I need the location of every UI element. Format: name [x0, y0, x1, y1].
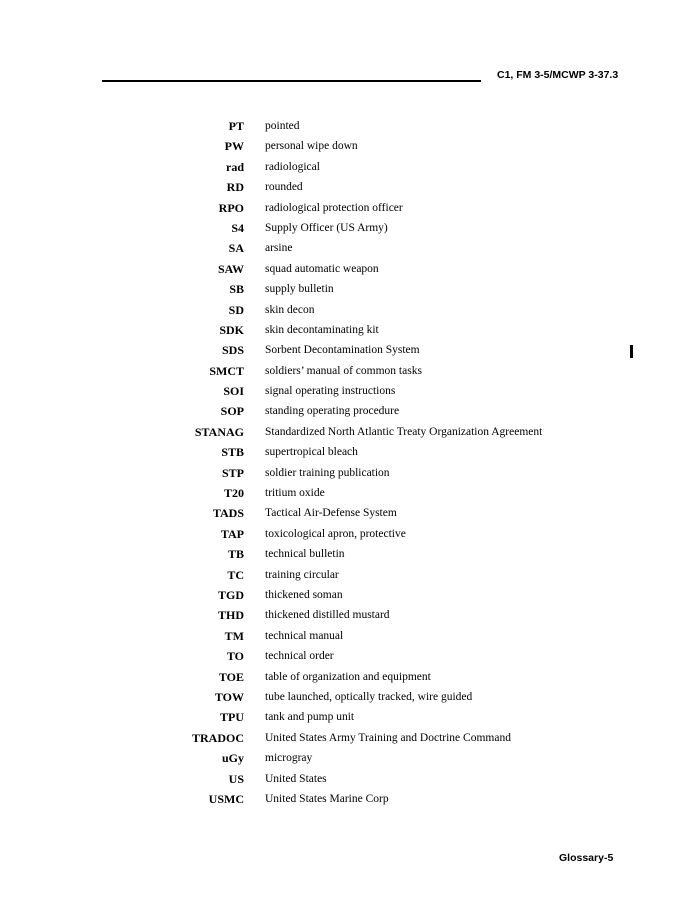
- glossary-abbreviation: SAW: [217, 261, 244, 276]
- glossary-entry: [0, 442, 693, 462]
- glossary-definition: technical manual: [265, 629, 344, 642]
- glossary-entry: [0, 361, 693, 381]
- glossary-abbreviation: TOW: [214, 689, 244, 704]
- glossary-abbreviation: TM: [224, 628, 244, 643]
- glossary-abbreviation: TGD: [217, 587, 244, 602]
- glossary-entry: [0, 259, 693, 279]
- glossary-abbreviation: SMCT: [209, 363, 244, 378]
- glossary-definition: microgray: [265, 752, 313, 765]
- glossary-definition: technical bulletin: [265, 548, 345, 561]
- glossary-entry: [0, 667, 693, 687]
- glossary-abbreviation: TC: [227, 567, 244, 582]
- glossary-definition: supertropical bleach: [265, 446, 358, 459]
- glossary-abbreviation: TOE: [218, 669, 244, 684]
- glossary-definition: United States: [265, 772, 327, 785]
- glossary-entry: [0, 687, 693, 707]
- glossary-abbreviation: TADS: [212, 506, 244, 521]
- glossary-definition: thickened distilled mustard: [265, 609, 390, 622]
- glossary-definition: personal wipe down: [265, 140, 358, 153]
- glossary-entry: [0, 748, 693, 768]
- glossary-entry: [0, 544, 693, 564]
- header-rule: [102, 80, 481, 82]
- glossary-entry: [0, 157, 693, 177]
- glossary-abbreviation: SOP: [220, 404, 244, 419]
- glossary-definition: pointed: [265, 120, 300, 132]
- glossary-definition: toxicological apron, protective: [265, 527, 406, 540]
- glossary-entry: [0, 483, 693, 503]
- glossary-definition: Supply Officer (US Army): [265, 221, 388, 234]
- glossary-abbreviation: STANAG: [194, 424, 244, 439]
- glossary-entry: [0, 503, 693, 523]
- glossary-definition: arsine: [265, 242, 293, 255]
- glossary-abbreviation: SD: [228, 302, 244, 317]
- glossary-definition: skin decon: [265, 303, 315, 316]
- glossary-definition: signal operating instructions: [265, 385, 396, 398]
- page-label: Glossary-5: [559, 852, 614, 864]
- glossary-definition: training circular: [265, 568, 339, 581]
- glossary-definition: tank and pump unit: [265, 711, 355, 724]
- glossary-entry: [0, 605, 693, 625]
- glossary-entry: [0, 769, 693, 789]
- glossary-entry: [0, 116, 693, 136]
- glossary-entry: [0, 218, 693, 238]
- glossary-abbreviation: T20: [223, 486, 244, 501]
- glossary-entry: [0, 626, 693, 646]
- glossary-definition: United States Marine Corp: [265, 792, 389, 805]
- glossary-abbreviation: TPU: [220, 710, 244, 725]
- glossary-definition: tube launched, optically tracked, wire guided: [265, 690, 473, 703]
- glossary-abbreviation: PT: [228, 119, 244, 133]
- glossary-definition: tritium oxide: [265, 487, 325, 500]
- glossary-abbreviation: STB: [221, 445, 244, 460]
- glossary-abbreviation: TB: [227, 547, 244, 562]
- glossary-abbreviation: PW: [224, 139, 244, 154]
- change-bar: [630, 345, 633, 358]
- glossary-entry: [0, 422, 693, 442]
- glossary-abbreviation: TRADOC: [191, 730, 244, 745]
- glossary-entry: [0, 198, 693, 218]
- glossary-definition: radiological: [265, 160, 320, 173]
- glossary-definition: squad automatic weapon: [265, 262, 379, 275]
- glossary-definition: soldiers’ manual of common tasks: [265, 364, 422, 377]
- glossary-entry: [0, 565, 693, 585]
- glossary-definition: rounded: [265, 181, 303, 194]
- glossary-definition: supply bulletin: [265, 283, 334, 296]
- glossary-abbreviation: S4: [231, 220, 244, 235]
- glossary-abbreviation: USMC: [208, 791, 244, 806]
- glossary-definition: skin decontaminating kit: [265, 323, 379, 336]
- glossary-entry: [0, 300, 693, 320]
- glossary-entry: [0, 585, 693, 605]
- glossary-definition: radiological protection officer: [265, 201, 403, 214]
- glossary-definition: technical order: [265, 650, 334, 663]
- glossary-abbreviation: uGy: [221, 751, 244, 766]
- glossary-abbreviation: rad: [226, 159, 244, 174]
- document-id: C1, FM 3-5/MCWP 3-37.3: [497, 69, 619, 81]
- glossary-definition: thickened soman: [265, 588, 343, 601]
- glossary-entry: [0, 136, 693, 156]
- glossary-abbreviation: STP: [221, 465, 244, 480]
- glossary-entry: [0, 340, 693, 360]
- glossary-definition: soldier training publication: [265, 466, 390, 479]
- glossary-abbreviation: SB: [229, 282, 244, 297]
- glossary-list: [0, 116, 693, 809]
- glossary-abbreviation: SDS: [221, 343, 244, 358]
- glossary-definition: Sorbent Decontamination System: [265, 344, 420, 357]
- glossary-entry: [0, 524, 693, 544]
- glossary-entry: [0, 463, 693, 483]
- glossary-entry: [0, 279, 693, 299]
- glossary-definition: standing operating procedure: [265, 405, 400, 418]
- glossary-entry: [0, 707, 693, 727]
- glossary-abbreviation: RPO: [218, 200, 244, 215]
- glossary-definition: table of organization and equipment: [265, 670, 431, 683]
- glossary-entry: [0, 238, 693, 258]
- glossary-entry: [0, 646, 693, 666]
- glossary-entry: [0, 381, 693, 401]
- glossary-abbreviation: SOI: [223, 384, 244, 399]
- glossary-abbreviation: SDK: [219, 322, 244, 337]
- glossary-abbreviation: RD: [226, 180, 244, 195]
- glossary-abbreviation: THD: [217, 608, 244, 623]
- glossary-abbreviation: TO: [226, 649, 244, 664]
- glossary-abbreviation: US: [228, 771, 244, 786]
- glossary-definition: Standardized North Atlantic Treaty Organization Agreement: [265, 425, 543, 438]
- glossary-entry: [0, 789, 693, 809]
- glossary-abbreviation: SA: [228, 241, 244, 256]
- glossary-abbreviation: TAP: [220, 526, 244, 541]
- glossary-entry: [0, 177, 693, 197]
- glossary-entry: [0, 728, 693, 748]
- glossary-definition: Tactical Air-Defense System: [265, 507, 397, 520]
- glossary-entry: [0, 401, 693, 421]
- glossary-definition: United States Army Training and Doctrine Command: [265, 731, 511, 744]
- glossary-entry: [0, 320, 693, 340]
